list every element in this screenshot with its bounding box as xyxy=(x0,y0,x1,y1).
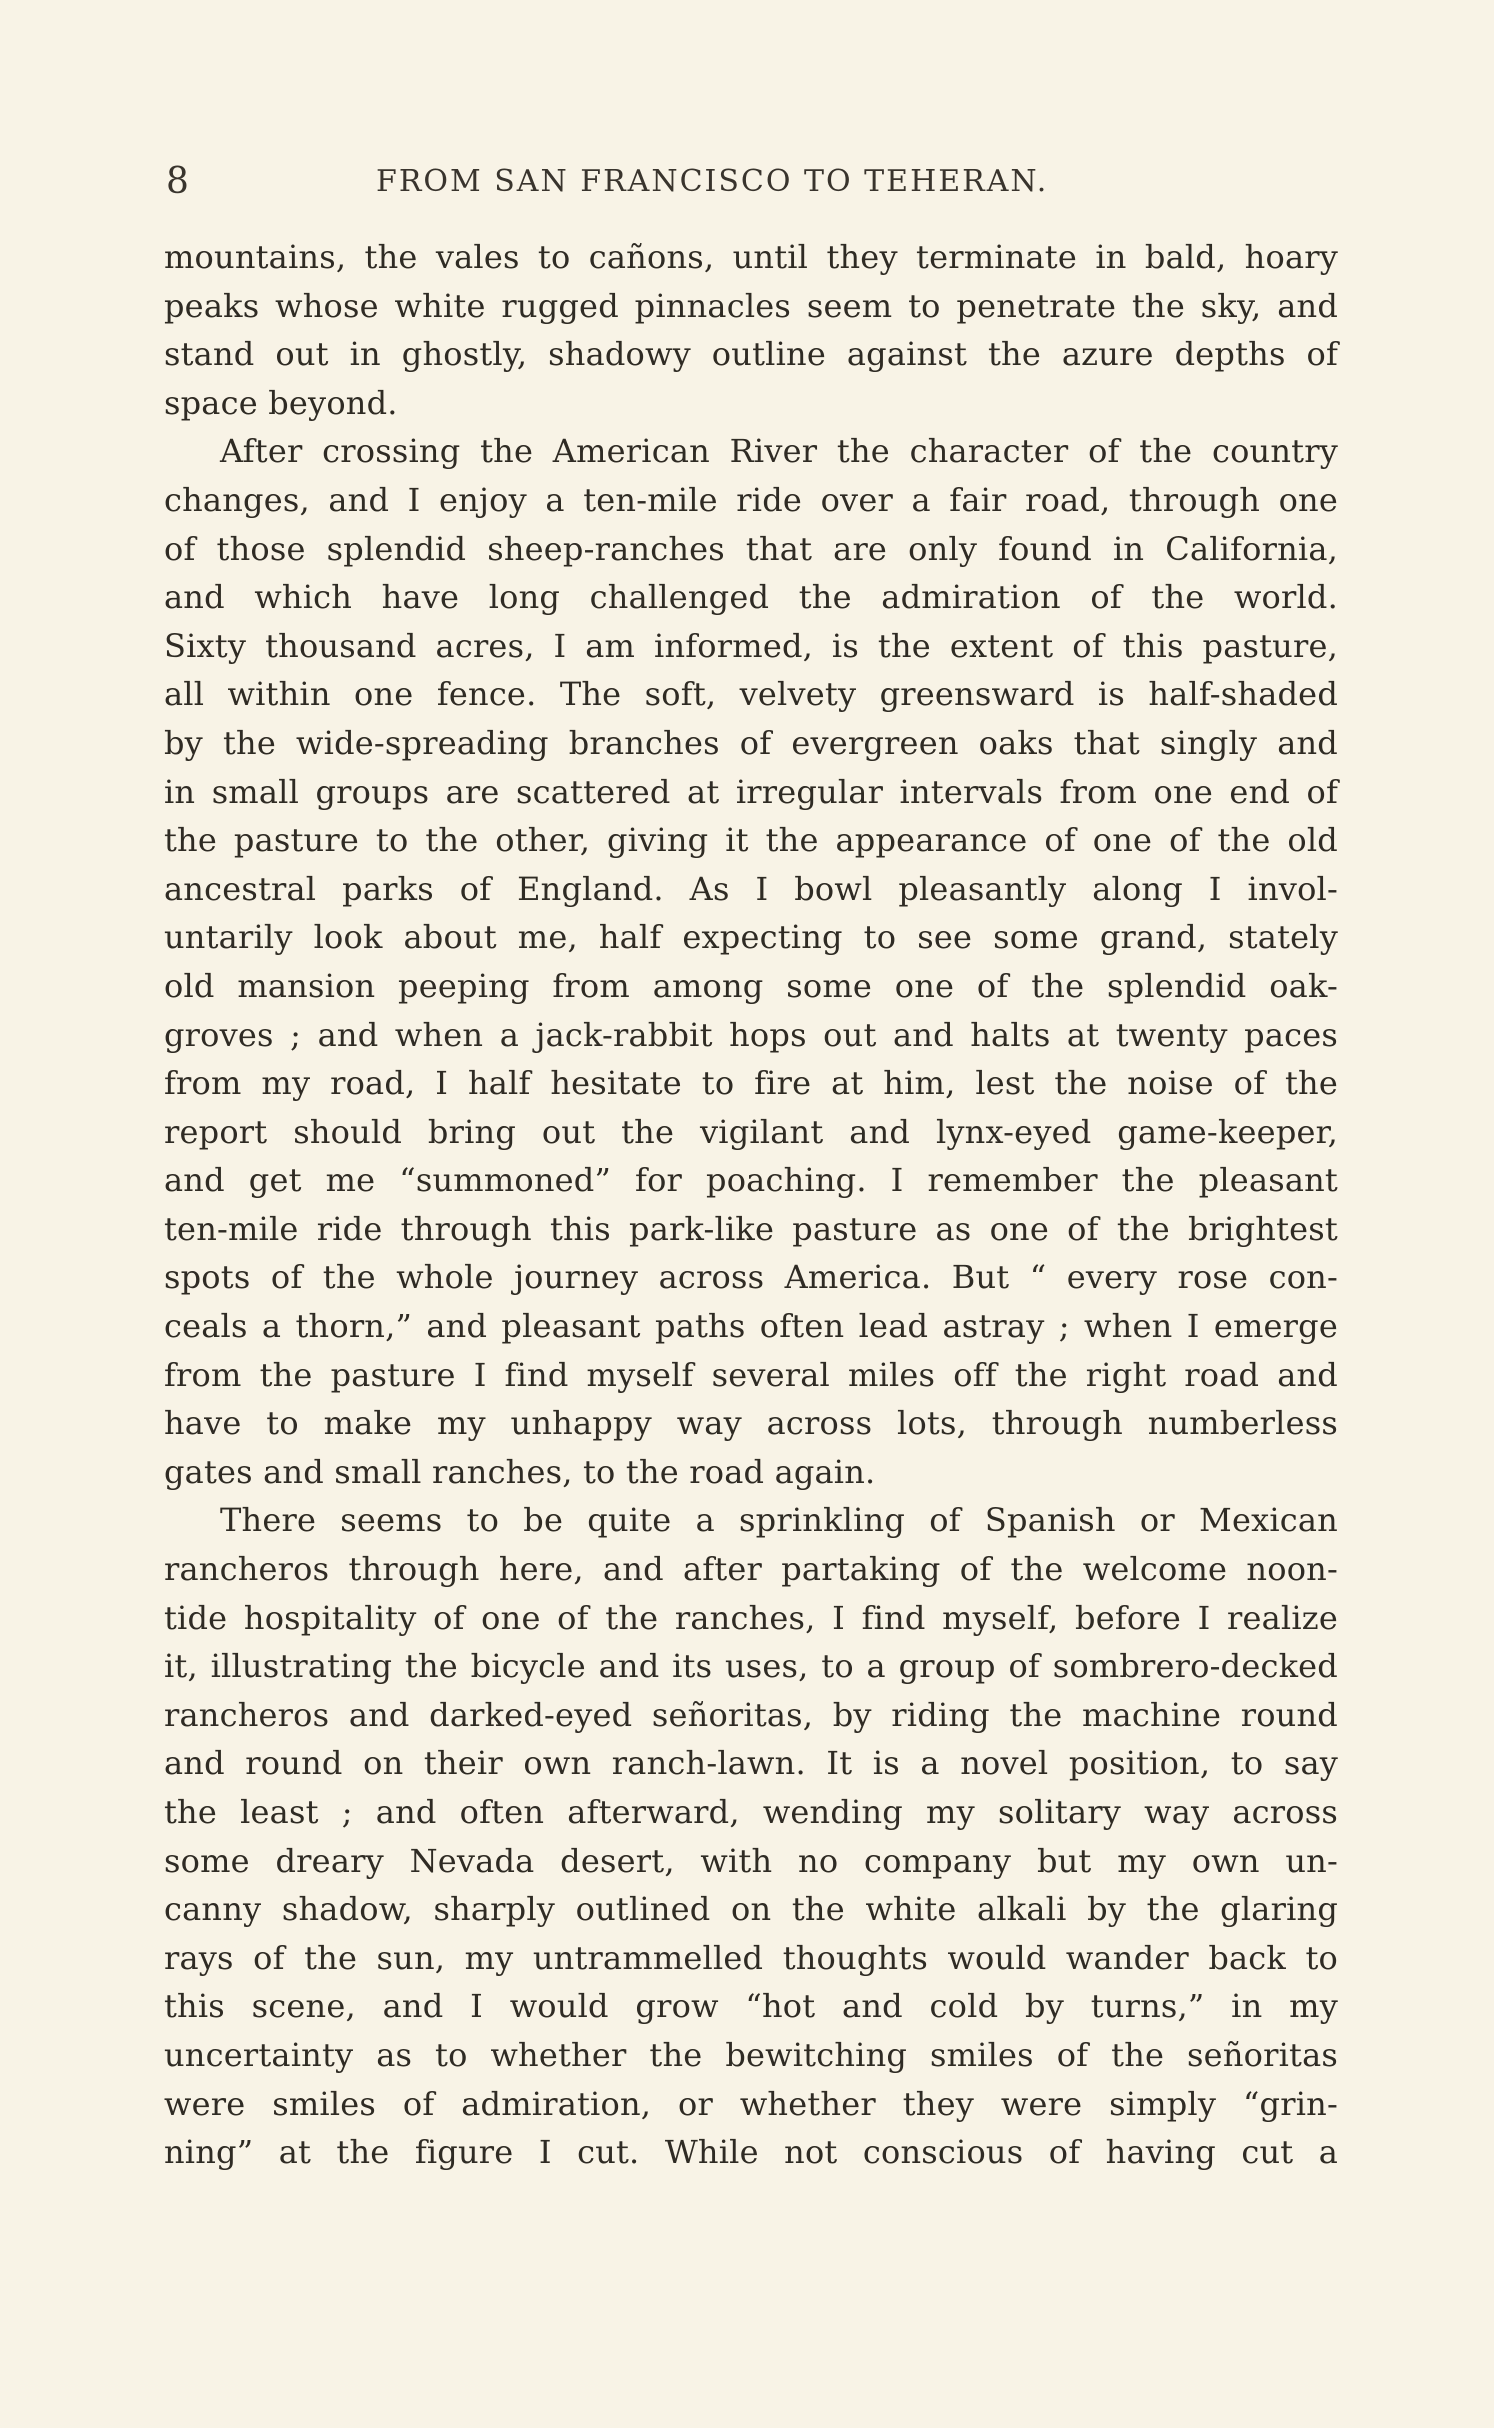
text-line: tide hospitality of one of the ranches, I find myself, before I realize xyxy=(164,1598,1338,1637)
text-line: the pasture to the other, giving it the appearance of one of the old xyxy=(164,821,1338,860)
text-line: stand out in ghostly, shadowy outline against the azure depths of xyxy=(164,335,1338,374)
text-line: were smiles of admiration, or whether they were simply “grin- xyxy=(164,2084,1338,2123)
text-line: ten-mile ride through this park-like pasture as one of the brightest xyxy=(164,1209,1338,1248)
text-line: all within one fence. The soft, velvety greensward is half-shaded xyxy=(164,675,1338,714)
text-line: uncertainty as to whether the bewitching smiles of the señoritas xyxy=(164,2035,1338,2074)
text-line: some dreary Nevada desert, with no company but my own un- xyxy=(164,1841,1338,1880)
text-line: this scene, and I would grow “hot and cold by turns,” in my xyxy=(164,1987,1338,2026)
page-header xyxy=(166,158,1336,206)
text-line: peaks whose white rugged pinnacles seem to penetrate the sky, and xyxy=(164,286,1338,325)
text-line: rays of the sun, my untrammelled thoughts would wander back to xyxy=(164,1938,1338,1977)
running-title: FROM SAN FRANCISCO TO TEHERAN. xyxy=(376,164,1049,199)
text-line: from the pasture I find myself several miles off the right road and xyxy=(164,1355,1338,1394)
text-line: changes, and I enjoy a ten-mile ride over a fair road, through one xyxy=(164,480,1338,519)
text-line: untarily look about me, half expecting to see some grand, stately xyxy=(164,918,1338,957)
text-line: report should bring out the vigilant and lynx-eyed game-keeper, xyxy=(164,1112,1338,1151)
text-line: ceals a thorn,” and pleasant paths often lead astray ; when I emerge xyxy=(164,1307,1338,1346)
text-line: old mansion peeping from among some one of the splendid oak- xyxy=(164,966,1338,1005)
text-line: from my road, I half hesitate to fire at him, lest the noise of the xyxy=(164,1064,1338,1103)
text-line: of those splendid sheep-ranches that are only found in California, xyxy=(164,529,1338,568)
text-line: There seems to be quite a sprinkling of Spanish or Mexican xyxy=(220,1501,1338,1540)
page-number: 8 xyxy=(166,161,189,202)
text-line: canny shadow, sharply outlined on the white alkali by the glaring xyxy=(164,1890,1338,1929)
text-line: After crossing the American River the character of the country xyxy=(220,432,1338,471)
body-text xyxy=(164,233,1338,2177)
text-line: gates and small ranches, to the road again. xyxy=(164,1452,876,1491)
text-line: groves ; and when a jack-rabbit hops out and halts at twenty paces xyxy=(164,1015,1338,1054)
text-line: and round on their own ranch-lawn. It is a novel position, to say xyxy=(164,1744,1338,1783)
text-line: space beyond. xyxy=(164,383,398,422)
text-line: rancheros and darked-eyed señoritas, by riding the machine round xyxy=(164,1695,1338,1734)
text-line: mountains, the vales to cañons, until they terminate in bald, hoary xyxy=(164,238,1338,276)
text-line: and get me “summoned” for poaching. I remember the pleasant xyxy=(164,1161,1338,1200)
text-line: Sixty thousand acres, I am informed, is the extent of this pasture, xyxy=(164,626,1338,665)
text-line: rancheros through here, and after partaking of the welcome noon- xyxy=(164,1550,1338,1589)
text-line: the least ; and often afterward, wending my solitary way across xyxy=(164,1793,1338,1831)
text-line: and which have long challenged the admiration of the world. xyxy=(164,578,1338,617)
text-line: have to make my unhappy way across lots, through numberless xyxy=(164,1404,1338,1443)
text-line: in small groups are scattered at irregular intervals from one end of xyxy=(164,772,1338,811)
text-line: ning” at the figure I cut. While not conscious of having cut a xyxy=(164,2133,1338,2172)
text-line: it, illustrating the bicycle and its uses, to a group of sombrero-decked xyxy=(164,1647,1338,1686)
text-line: ancestral parks of England. As I bowl pleasantly along I invol- xyxy=(164,869,1338,908)
text-line: by the wide-spreading branches of evergreen oaks that singly and xyxy=(164,723,1338,762)
text-line: spots of the whole journey across America. But “ every rose con- xyxy=(164,1258,1338,1297)
